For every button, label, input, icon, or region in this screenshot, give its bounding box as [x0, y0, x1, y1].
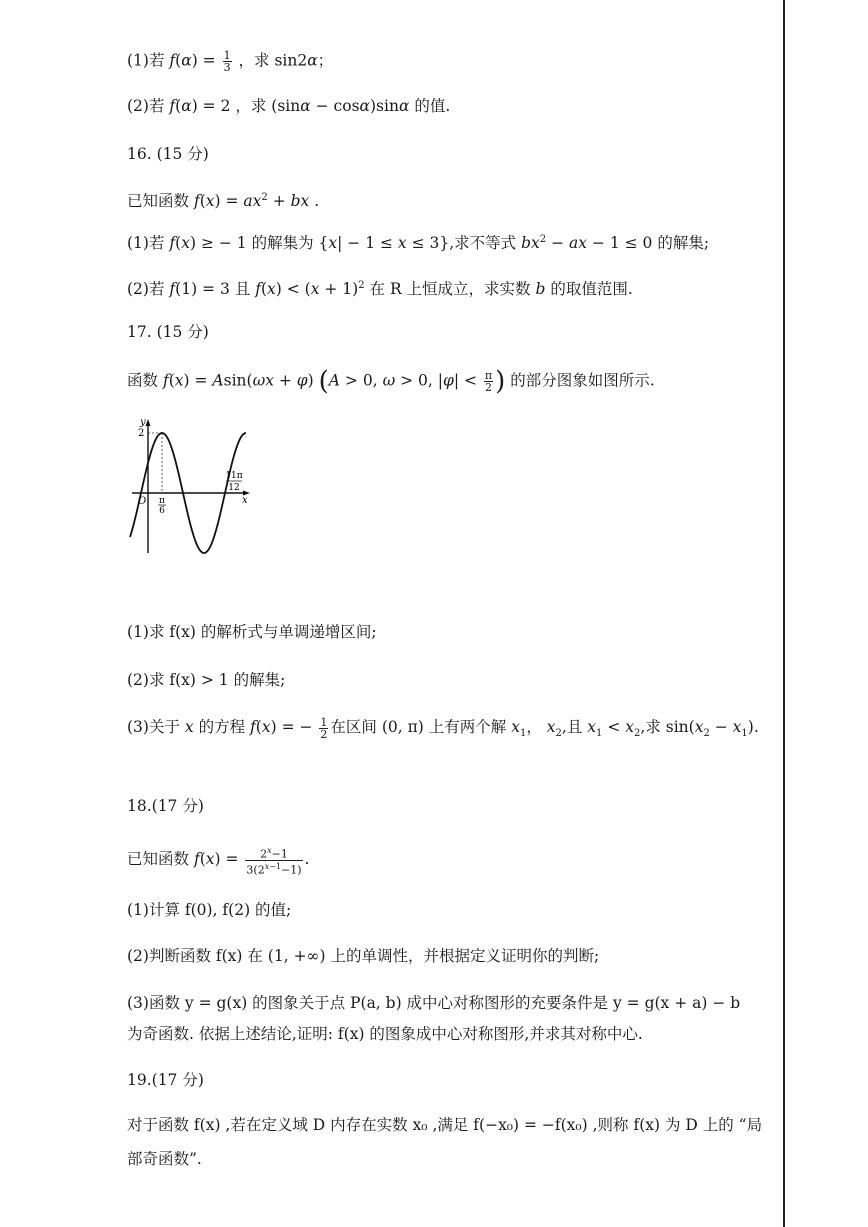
q15-part1: (1)若 f(α) = $\frac{1}{3}$ ，求 sin2α； — [127, 49, 334, 74]
q18-part3-line2: 为奇函数. 依据上述结论,证明: f(x) 的图象成中心对称图形,并求其对称中心. — [127, 1025, 643, 1043]
q17-stem: 函数 f(x) = Asin(ωx + φ) (A > 0, ω > 0, |φ| < $\frac{\pi}{2}$ ) 的部分图象如图所示. — [127, 366, 655, 397]
x-axis-label: x — [242, 495, 248, 506]
x-tick2-den: 12 — [228, 483, 240, 493]
q15-part1-text: ，求 sin2 — [238, 51, 308, 70]
margin-rule — [783, 0, 785, 1227]
q15-part2: (2)若 f(α) = 2 ，求 (sinα − cosα)sinα 的值. — [127, 97, 451, 115]
q18-stem: 已知函数 f(x) = $\frac{2^x-1}{3(2^{x-1}-1)}$ . — [127, 846, 310, 877]
q16-part2: (2)若 f(1) = 3 且 $f(x) < (x + 1)^2$ 在 R 上恒成立，求实数 b 的取值范围. — [127, 280, 633, 299]
q19-header: 19.(17 分) — [127, 1071, 204, 1089]
x-tick1-den: 6 — [159, 506, 165, 516]
q17-part1: (1)求 f(x) 的解析式与单调递增区间; — [127, 623, 377, 641]
q17-part3: (3)关于 x 的方程 f(x) = − $\frac{1}{2}$ 在区间 (0, π) 上有两个解 $x_1$， $x_2$,且 $x_1 < x_2$,求 $\sin(x_2 - x_1)$. — [127, 715, 759, 741]
x-tick2-num: 11π — [225, 471, 243, 481]
x-tick1-num: π — [159, 496, 165, 506]
q18-header: 18.(17 分) — [127, 797, 204, 815]
origin-label: O — [138, 496, 147, 507]
y-axis-arrow — [146, 419, 151, 426]
y-tick-label: 2 — [138, 428, 145, 439]
q16-part1: (1)若 f(x) ≥ − 1 的解集为 {x| − 1 ≤ x ≤ 3},求不等式 $bx^2$ − ax − 1 ≤ 0 的解集; — [127, 234, 710, 253]
q18-part3-line1: (3)函数 y = g(x) 的图象关于点 P(a, b) 成中心对称图形的充要条件是 y = g(x + a) − b — [127, 994, 741, 1012]
sine-graph — [128, 415, 268, 560]
q15-part1-label: (1)若 — [127, 51, 165, 70]
q18-part1: (1)计算 f(0), f(2) 的值; — [127, 901, 292, 919]
q18-part2: (2)判断函数 f(x) 在 (1, +∞) 上的单调性，并根据定义证明你的判断; — [127, 947, 600, 965]
q17-part2: (2)求 f(x) > 1 的解集; — [127, 671, 286, 689]
q19-stem: 对于函数 f(x) ,若在定义域 D 内存在实数 x₀ ,满足 f(−x₀) = −f(x₀) ,则称 f(x) 为 D 上的 “局部奇函数”. — [127, 1116, 763, 1168]
q16-stem: 已知函数 $f(x) = ax^2$ + bx . — [127, 192, 320, 211]
y-axis-label: y — [140, 417, 146, 428]
q16-header: 16. (15 分) — [127, 145, 209, 163]
q17-header: 17. (15 分) — [127, 323, 209, 341]
q15-part2-label: (2)若 — [127, 97, 165, 115]
